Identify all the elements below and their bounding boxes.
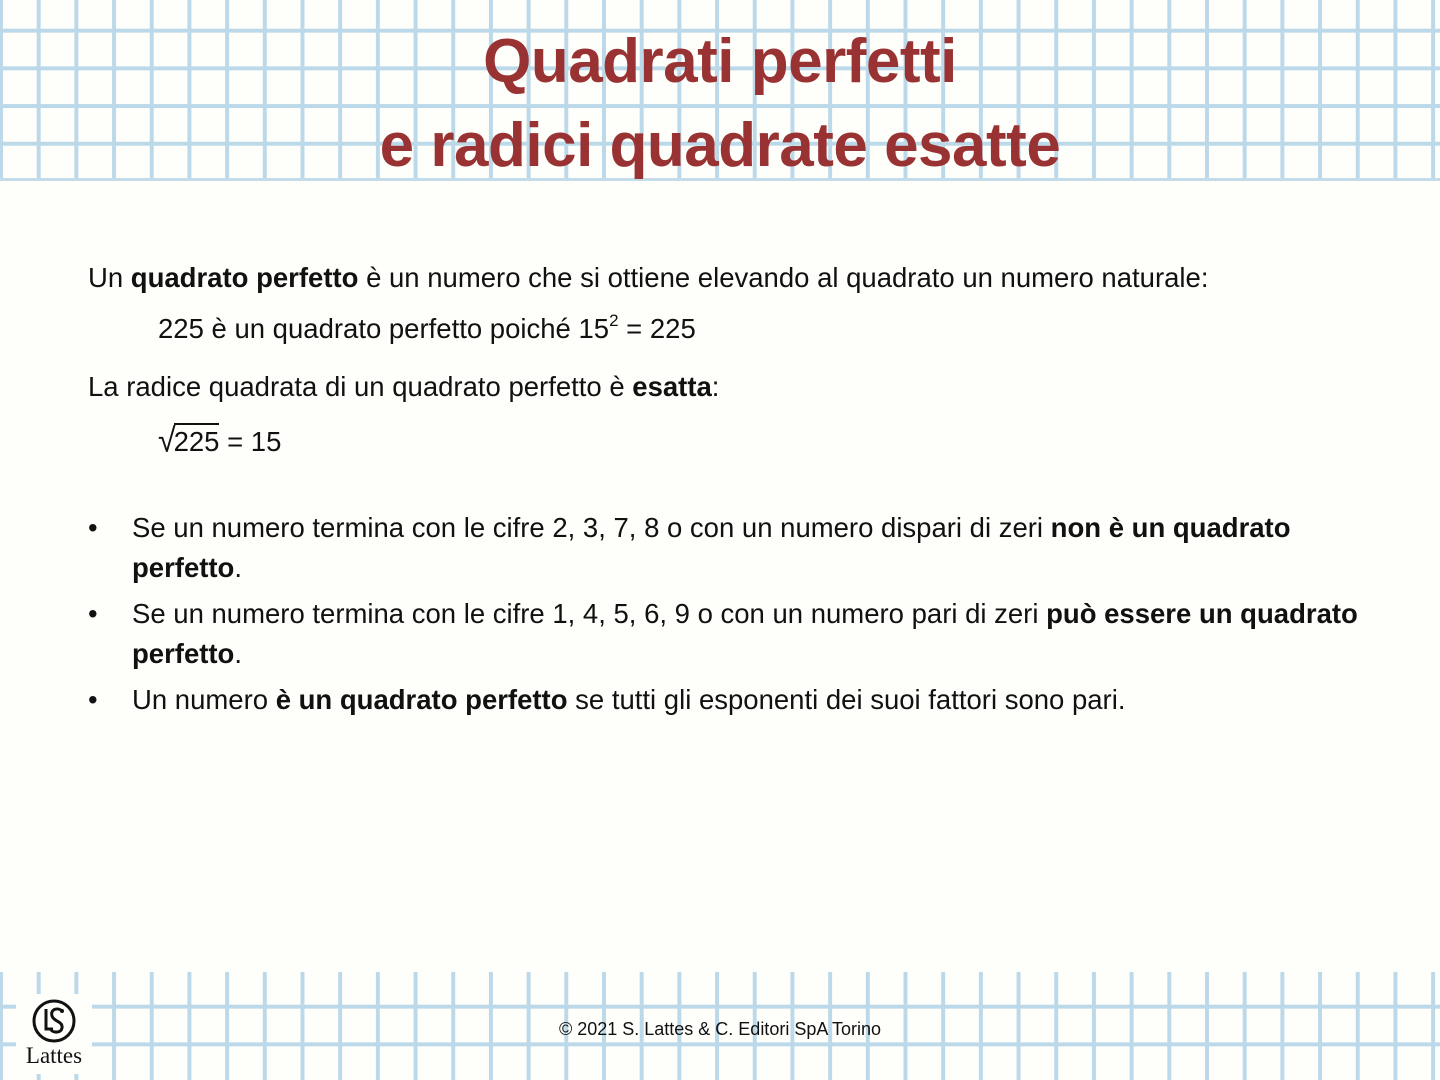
slide-title-line-1: Quadrati perfetti: [483, 27, 957, 96]
bullet-icon: •: [88, 512, 98, 543]
square-root-expression: [158, 420, 219, 462]
root-term: esatta: [632, 371, 712, 402]
list-item: [88, 508, 1362, 588]
copyright-footer: [0, 1019, 1440, 1040]
definition-example: [158, 309, 696, 349]
rules-list: [88, 508, 1388, 726]
root-suffix: :: [711, 371, 720, 402]
slide-title: [0, 20, 1440, 188]
list-item-emphasis: è un quadrato perfetto: [275, 684, 568, 715]
example-suffix: = 225: [618, 313, 696, 344]
logo-wordmark: Lattes: [25, 1043, 83, 1068]
root-prefix: La radice quadrata di un quadrato perfetto è: [88, 371, 633, 402]
slide-title-line-2: e radici quadrate esatte: [379, 111, 1061, 180]
radical-sign-icon: √: [158, 421, 176, 459]
list-item-tail: .: [234, 638, 243, 669]
list-item-tail: se tutti gli esponenti dei suoi fattori sono pari.: [567, 684, 1126, 715]
definition-prefix: Un: [88, 262, 131, 293]
list-item-text: Un numero: [132, 684, 276, 715]
root-sentence: [88, 367, 719, 407]
list-item: [88, 594, 1362, 674]
definition-sentence: [88, 258, 1208, 298]
list-item-tail: .: [234, 552, 243, 583]
example-prefix: 225 è un quadrato perfetto poiché 15: [158, 313, 610, 344]
bullet-icon: •: [88, 598, 98, 629]
list-item-text: Se un numero termina con le cifre 1, 4, 5, 6, 9 o con un numero pari di zeri: [132, 598, 1047, 629]
list-item: [88, 680, 1362, 720]
copyright-text: © 2021 S. Lattes & C. Editori SpA Torino: [558, 1019, 882, 1039]
example-exponent: 2: [609, 311, 619, 330]
list-item-emphasis: non è un quadrato perfetto: [132, 512, 1291, 583]
definition-term: quadrato perfetto: [130, 262, 359, 293]
definition-suffix: è un numero che si ottiene elevando al quadrato un numero naturale:: [358, 262, 1209, 293]
root-example: [158, 420, 281, 462]
root-result: = 15: [219, 426, 282, 457]
list-item-emphasis: può essere un quadrato perfetto: [132, 598, 1358, 669]
radicand: 225: [174, 423, 220, 457]
list-item-text: Se un numero termina con le cifre 2, 3, 7, 8 o con un numero dispari di zeri: [132, 512, 1051, 543]
bullet-icon: •: [88, 684, 98, 715]
